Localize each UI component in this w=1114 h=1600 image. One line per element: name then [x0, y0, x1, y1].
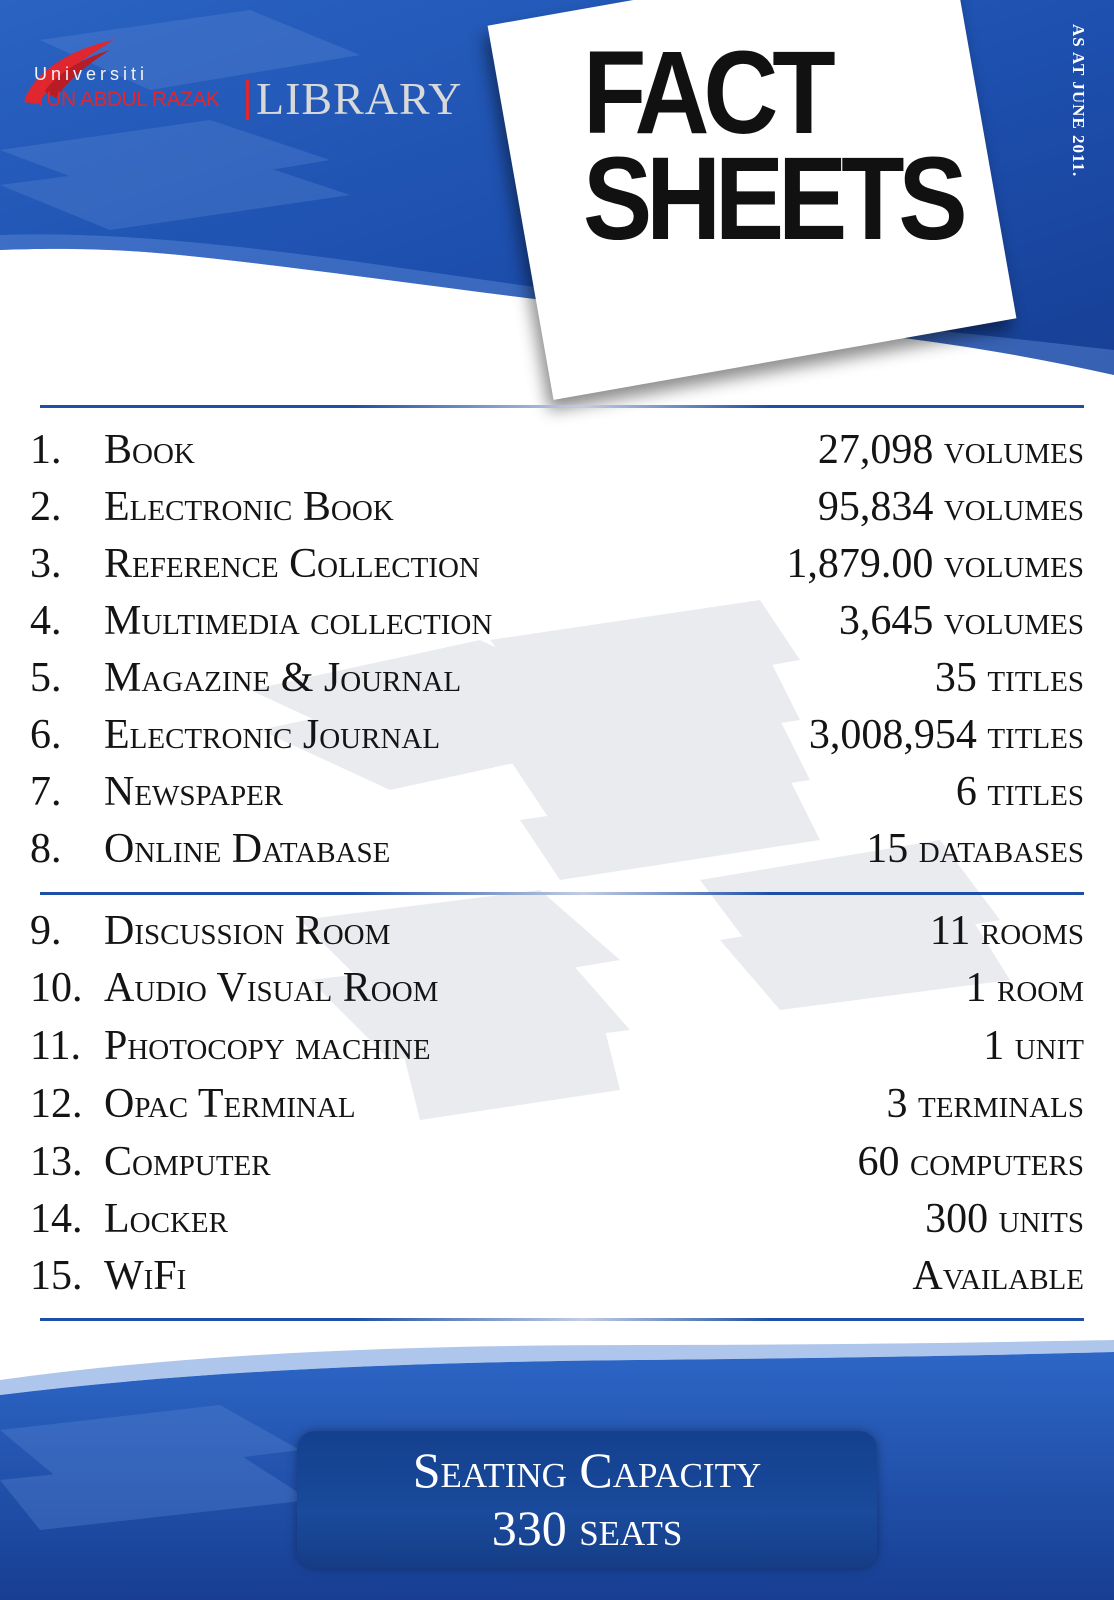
fact-row-magazine-journal [30, 650, 1084, 706]
fact-row-electronic-journal [30, 707, 1084, 763]
fact-label: Electronic Book [104, 484, 394, 530]
fact-label: Electronic Journal [104, 712, 441, 758]
fact-number: 7. [30, 769, 62, 815]
fact-label: Book [104, 427, 195, 473]
fact-value: 95,834 volumes [817, 484, 1084, 530]
fact-label: Magazine & Journal [104, 655, 462, 701]
fact-row-electronic-book [30, 479, 1084, 535]
fact-value: 3,645 volumes [838, 598, 1084, 644]
title-line-sheets: SHEETS [583, 133, 962, 265]
fact-value: 1 unit [983, 1023, 1084, 1069]
fact-label: Photocopy machine [104, 1023, 431, 1069]
fact-row-locker [30, 1191, 1084, 1247]
fact-number: 8. [30, 826, 62, 872]
logo-library-text: LIBRARY [256, 73, 463, 124]
fact-number: 10. [30, 965, 83, 1011]
fact-number: 5. [30, 655, 62, 701]
fact-label: Multimedia collection [104, 598, 493, 644]
fact-value: 3 terminals [886, 1081, 1084, 1127]
fact-value: 6 titles [955, 769, 1084, 815]
fact-number: 6. [30, 712, 62, 758]
page-title [583, 27, 962, 265]
fact-value: Available [912, 1253, 1084, 1299]
fact-row-multimedia-collection [30, 593, 1084, 649]
as-at-date: AS AT JUNE 2011. [1069, 24, 1088, 178]
title-line-fact: FACT [583, 27, 830, 159]
fact-number: 12. [30, 1081, 83, 1127]
fact-row-opac-terminal [30, 1076, 1084, 1132]
fact-row-computer [30, 1134, 1084, 1190]
divider-middle [40, 892, 1084, 895]
fact-number: 2. [30, 484, 62, 530]
fact-number: 14. [30, 1196, 83, 1242]
fact-label: Computer [104, 1139, 271, 1185]
divider-bottom [40, 1318, 1084, 1321]
fact-label: Discussion Room [104, 908, 391, 954]
fact-row-online-database [30, 821, 1084, 877]
fact-row-reference-collection [30, 536, 1084, 592]
fact-row-audio-visual-room [30, 960, 1084, 1016]
fact-label: Locker [104, 1196, 228, 1242]
seating-capacity-box [297, 1431, 877, 1568]
fact-label: Opac Terminal [104, 1081, 356, 1127]
fact-number: 13. [30, 1139, 83, 1185]
fact-label: Audio Visual Room [104, 965, 439, 1011]
fact-value: 300 units [925, 1196, 1084, 1242]
fact-row-photocopy-machine [30, 1018, 1084, 1074]
fact-value: 35 titles [934, 655, 1084, 701]
divider-top [40, 405, 1084, 408]
fact-value: 1,879.00 volumes [786, 541, 1084, 587]
fact-number: 4. [30, 598, 62, 644]
fact-value: 15 databases [866, 826, 1084, 872]
fact-number: 3. [30, 541, 62, 587]
fact-number: 11. [30, 1023, 81, 1069]
logo-divider [246, 80, 249, 120]
fact-value: 3,008,954 titles [808, 712, 1084, 758]
logo-universiti-text: Universiti [34, 64, 149, 84]
fact-row-book [30, 422, 1084, 478]
seating-capacity-value: 330 seats [491, 1500, 683, 1556]
fact-value: 1 room [965, 965, 1084, 1011]
fact-label: Newspaper [104, 769, 284, 815]
fact-value: 60 computers [857, 1139, 1084, 1185]
fact-row-newspaper [30, 764, 1084, 820]
fact-number: 9. [30, 908, 62, 954]
logo-university-name: TUN ABDUL RAZAK [34, 88, 220, 111]
fact-number: 15. [30, 1253, 83, 1299]
fact-value: 11 rooms [929, 908, 1084, 954]
fact-row-wifi [30, 1248, 1084, 1304]
fact-number: 1. [30, 427, 62, 473]
fact-row-discussion-room [30, 903, 1084, 959]
fact-value: 27,098 volumes [817, 427, 1084, 473]
fact-label: WiFi [104, 1253, 187, 1299]
fact-label: Reference Collection [104, 541, 480, 587]
seating-capacity-label: Seating Capacity [412, 1442, 762, 1498]
fact-label: Online Database [104, 826, 391, 872]
